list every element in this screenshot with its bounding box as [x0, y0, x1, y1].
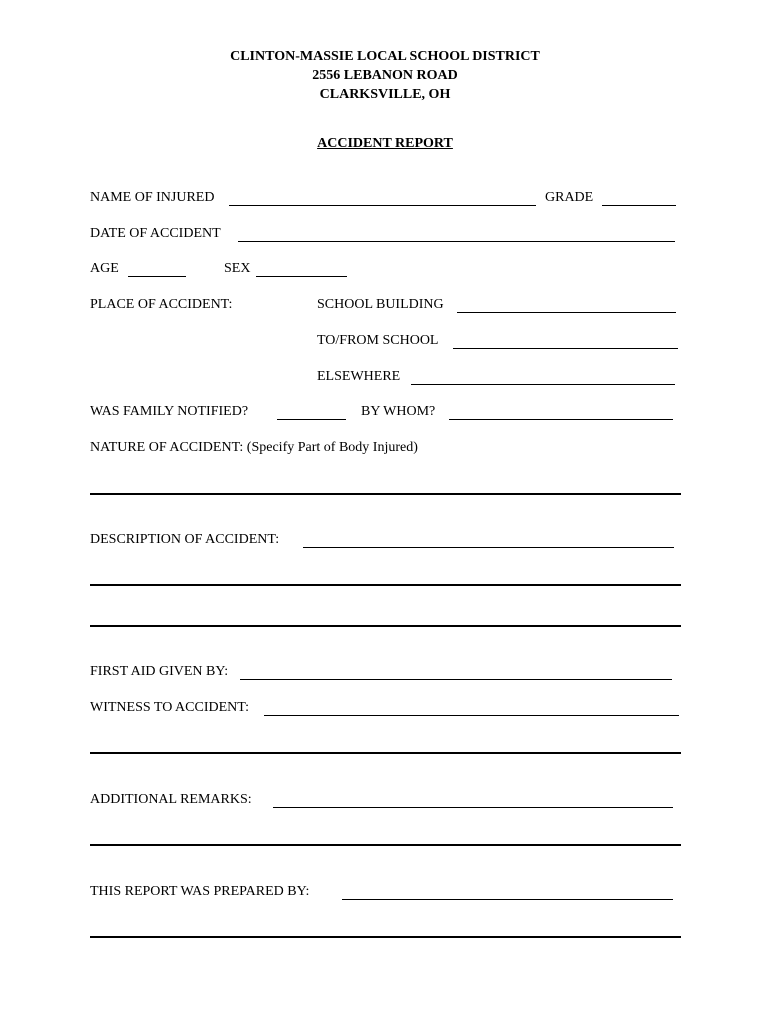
document-title: ACCIDENT REPORT: [317, 136, 453, 151]
to-from-school-label: TO/FROM SCHOOL: [317, 333, 439, 348]
to-from-school-field[interactable]: [453, 348, 678, 349]
elsewhere-label: ELSEWHERE: [317, 369, 401, 384]
place-of-accident-label: PLACE OF ACCIDENT:: [90, 297, 233, 312]
description-of-accident-label: DESCRIPTION OF ACCIDENT:: [90, 532, 280, 547]
school-building-label: SCHOOL BUILDING: [317, 297, 444, 312]
witness-to-accident-label: WITNESS TO ACCIDENT:: [90, 700, 250, 715]
additional-remarks-line[interactable]: [90, 844, 681, 846]
document-header: [0, 47, 770, 104]
by-whom-label: BY WHOM?: [361, 404, 436, 419]
first-aid-given-by-field[interactable]: [240, 679, 672, 680]
prepared-by-line[interactable]: [90, 936, 681, 938]
sex-label: SEX: [224, 261, 251, 276]
sex-field[interactable]: [256, 276, 347, 277]
nature-of-accident-label: NATURE OF ACCIDENT: (Specify Part of Body Injured): [90, 440, 418, 455]
elsewhere-field[interactable]: [411, 384, 675, 385]
grade-label: GRADE: [545, 190, 594, 205]
description-of-accident-field[interactable]: [303, 547, 674, 548]
school-building-field[interactable]: [457, 312, 676, 313]
additional-remarks-label: ADDITIONAL REMARKS:: [90, 792, 252, 807]
prepared-by-field[interactable]: [342, 899, 673, 900]
age-label: AGE: [90, 261, 119, 276]
date-of-accident-label: DATE OF ACCIDENT: [90, 226, 221, 241]
date-of-accident-field[interactable]: [238, 241, 675, 242]
first-aid-given-by-label: FIRST AID GIVEN BY:: [90, 664, 229, 679]
family-notified-field[interactable]: [277, 419, 346, 420]
grade-field[interactable]: [602, 205, 676, 206]
nature-of-accident-line[interactable]: [90, 493, 681, 495]
district-address: 2556 LEBANON ROAD: [312, 68, 458, 83]
district-city: CLARKSVILLE, OH: [319, 87, 451, 102]
description-line-1[interactable]: [90, 584, 681, 586]
name-of-injured-label: NAME OF INJURED: [90, 190, 215, 205]
age-field[interactable]: [128, 276, 186, 277]
witness-line[interactable]: [90, 752, 681, 754]
name-of-injured-field[interactable]: [229, 205, 536, 206]
witness-to-accident-field[interactable]: [264, 715, 679, 716]
description-line-2[interactable]: [90, 625, 681, 627]
prepared-by-label: THIS REPORT WAS PREPARED BY:: [90, 884, 310, 899]
by-whom-field[interactable]: [449, 419, 673, 420]
family-notified-label: WAS FAMILY NOTIFIED?: [90, 404, 249, 419]
district-name: CLINTON-MASSIE LOCAL SCHOOL DISTRICT: [230, 49, 540, 64]
additional-remarks-field[interactable]: [273, 807, 673, 808]
